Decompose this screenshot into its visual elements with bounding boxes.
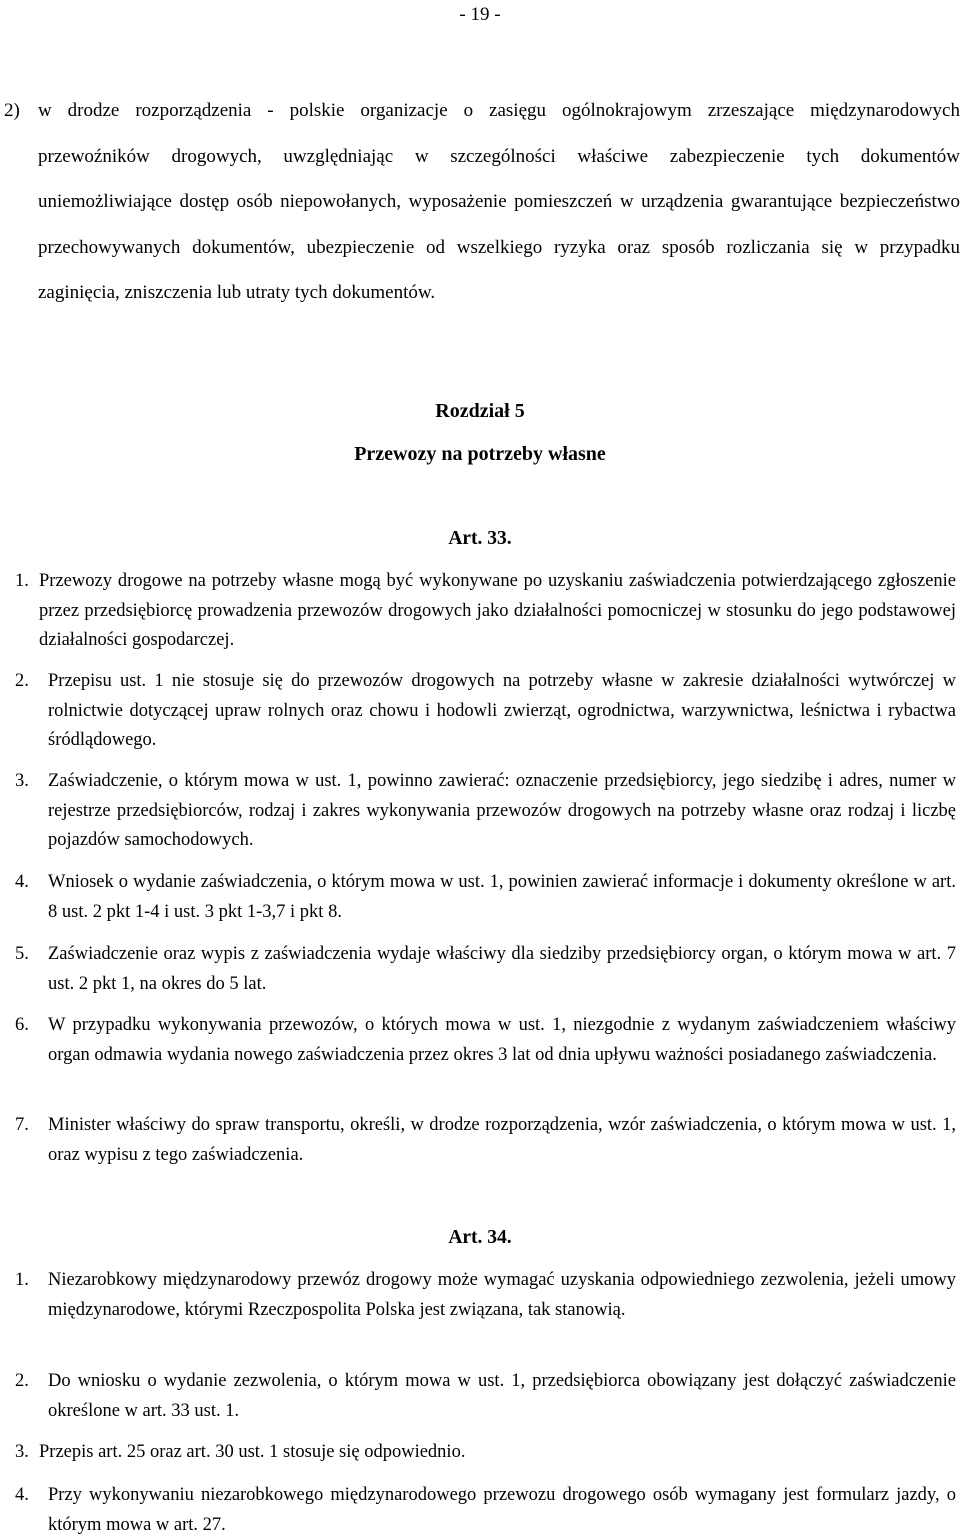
item-number: 6. — [15, 1015, 29, 1035]
chapter-title: Rozdział 5 — [435, 400, 525, 422]
item-text: Zaświadczenie oraz wypis z zaświadczenia wydaje właściwy dla siedziby przedsiębiorcy organ, o którym mowa w art. 7 ust. 2 pkt 1, na okres do 5 lat. — [48, 944, 956, 994]
art33-item-7 — [15, 1111, 956, 1170]
item-text: Do wniosku o wydanie zezwolenia, o którym mowa w ust. 1, przedsiębiorca obowiązany jest dołączyć zaświadczenie określone w art. 33 ust. 1. — [48, 1371, 956, 1421]
item-text: Wniosek o wydanie zaświadczenia, o którym mowa w ust. 1, powinien zawierać informacje i dokumenty określone w art. 8 ust. 2 pkt 1-4 i ust. 3 pkt 1-3,7 i pkt 8. — [48, 872, 956, 922]
item-text: Zaświadczenie, o którym mowa w ust. 1, powinno zawierać: oznaczenie przedsiębiorcy, jego siedzibę i adres, numer w rejestrze przedsiębiorców, rodzaj i zakres wykonywania przewozów drogowych na potrzeby własne oraz rodzaj i liczbę pojazdów samochodowych. — [48, 771, 956, 850]
item-text: Przepisu ust. 1 nie stosuje się do przewozów drogowych na potrzeby własne w zakresie działalności wytwórczej w rolnictwie dotyczącej upraw rolnych oraz chowu i hodowli zwierząt, ogrodnictwa, warzywnictwa, leśnictwa i rybactwa śródlądowego. — [48, 671, 956, 750]
item-number: 5. — [15, 944, 29, 964]
item-text: Niezarobkowy międzynarodowy przewóz drogowy może wymagać uzyskania odpowiedniego zezwolenia, jeżeli umowy międzynarodowe, którymi Rzeczpospolita Polska jest związana, tak stanowią. — [48, 1270, 956, 1320]
art33-item-2 — [15, 667, 956, 756]
page-number: - 19 - — [459, 4, 501, 25]
item-text: Przewozy drogowe na potrzeby własne mogą być wykonywane po uzyskaniu zaświadczenia potwierdzającego zgłoszenie przez przedsiębiorcę prowadzenia przewozów drogowych jako działalności pomocniczej w stosunku do jego podstawowej działalności gospodarczej. — [39, 571, 956, 650]
art33-item-1 — [15, 567, 956, 656]
item-number: 1. — [15, 1270, 29, 1290]
item-text: Przepis art. 25 oraz art. 30 ust. 1 stosuje się odpowiednio. — [39, 1442, 466, 1462]
item-number: 4. — [15, 1485, 29, 1505]
item-text: Przy wykonywaniu niezarobkowego międzynarodowego przewozu drogowego osób wymagany jest formularz jazdy, o którym mowa w art. 27. — [48, 1485, 956, 1535]
item-number: 7. — [15, 1115, 29, 1135]
art34-heading: Art. 34. — [448, 1227, 512, 1248]
intro-text: w drodze rozporządzenia - polskie organizacje o zasięgu ogólnokrajowym zrzeszające międzynarodowych przewoźników drogowych, uwzględniając w szczególności właściwe zabezpieczenie tych dokumentów uniemożliwiające dostęp osób niepowołanych, wyposażenie pomieszczeń w urządzenia gwarantujące bezpieczeństwo przechowywanych dokumentów, ubezpieczenie od wszelkiego ryzyka oraz sposób rozliczania się w przypadku zaginięcia, zniszczenia lub utraty tych dokumentów. — [38, 100, 960, 303]
intro-number: 2) — [4, 100, 20, 121]
chapter-subtitle: Przewozy na potrzeby własne — [354, 443, 606, 465]
item-number: 3. — [15, 771, 29, 791]
item-number: 3. — [15, 1442, 29, 1462]
art33-heading: Art. 33. — [448, 528, 512, 549]
item-text: Minister właściwy do spraw transportu, określi, w drodze rozporządzenia, wzór zaświadczenia, o którym mowa w ust. 1, oraz wypisu z tego zaświadczenia. — [48, 1115, 956, 1165]
item-number: 1. — [15, 571, 29, 591]
art34-item-2 — [15, 1367, 956, 1426]
art33-item-6 — [15, 1011, 956, 1070]
item-number: 4. — [15, 872, 29, 892]
art33-item-5 — [15, 940, 956, 999]
art33-item-3 — [15, 767, 956, 856]
art34-item-1 — [15, 1266, 956, 1325]
art33-item-4 — [15, 868, 956, 927]
art34-item-4 — [15, 1481, 956, 1540]
intro-paragraph — [4, 88, 960, 316]
item-number: 2. — [15, 671, 29, 691]
item-text: W przypadku wykonywania przewozów, o których mowa w ust. 1, niezgodnie z wydanym zaświadczeniem właściwy organ odmawia wydania nowego zaświadczenia przez okres 3 lat od dnia upływu ważności posiadanego zaświadczenia. — [48, 1015, 956, 1065]
item-number: 2. — [15, 1371, 29, 1391]
art34-item-3 — [15, 1438, 956, 1468]
